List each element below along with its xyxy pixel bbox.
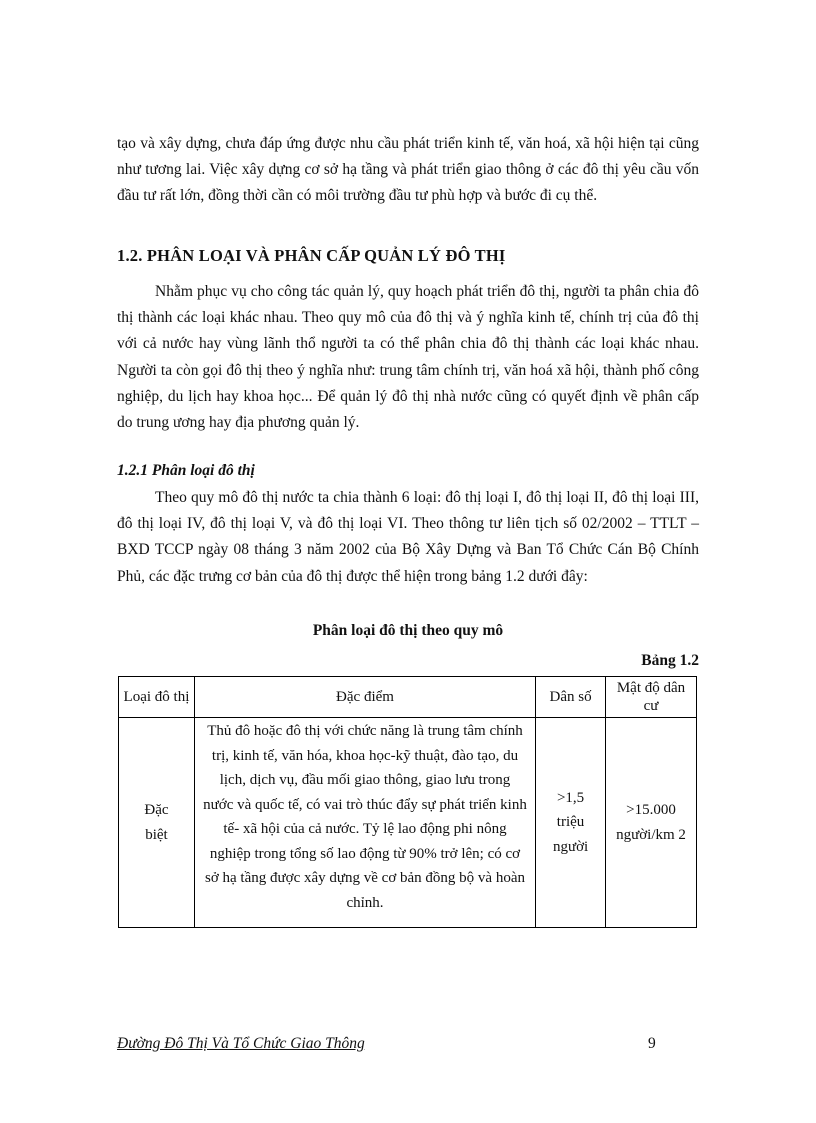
table-row	[119, 718, 697, 928]
cell-type: Đặc biệt	[119, 718, 195, 928]
cell-density: >15.000 người/km 2	[606, 718, 697, 928]
header-features: Đặc điểm	[194, 677, 535, 718]
page-number: 9	[648, 1035, 656, 1052]
table-number: Bảng 1.2	[641, 652, 699, 669]
section-heading: 1.2. PHÂN LOẠI VÀ PHÂN CẤP QUẢN LÝ ĐÔ THỊ	[117, 246, 506, 265]
paragraph-classification-detail: Theo quy mô đô thị nước ta chia thành 6 loại: đô thị loại I, đô thị loại II, đô thị loại III, đô thị loại IV, đô thị loại V, và đô thị loại VI. Theo thông tư liên tịch số 02/2002 – TTLT – BXD TCCP ngày 08 tháng 3 năm 2002 của Bộ Xây Dựng và Ban Tổ Chức Cán Bộ Chính Phủ, các đặc trưng cơ bản của đô thị được thể hiện trong bảng 1.2 dưới đây:	[117, 489, 699, 585]
table-header-row	[119, 677, 697, 718]
header-density: Mật độ dân cư	[606, 677, 697, 718]
table-caption: Phân loại đô thị theo quy mô	[312, 622, 504, 639]
cell-features: Thủ đô hoặc đô thị với chức năng là trung tâm chính trị, kinh tế, văn hóa, khoa học-kỹ thuật, đào tạo, du lịch, dịch vụ, đầu mối giao thông, giao lưu trong nước và quốc tế, có vai trò thúc đẩy sự phát triển kinh tế- xã hội của cả nước. Tỷ lệ lao động phi nông nghiệp trong tổng số lao động từ 90% trở lên; có cơ sở hạ tầng được xây dựng về cơ bản đồng bộ và hoàn chỉnh.	[194, 718, 535, 928]
footer-book-title: Đường Đô Thị Và Tổ Chức Giao Thông	[117, 1035, 365, 1052]
header-population: Dân số	[536, 677, 606, 718]
paragraph-intro-continued: tạo và xây dựng, chưa đáp ứng được nhu cầu phát triển kinh tế, văn hoá, xã hội hiện tại cũng như tương lai. Việc xây dựng cơ sở hạ tầng và phát triển giao thông ở các đô thị yêu cầu vốn đầu tư rất lớn, đồng thời cần có môi trường đầu tư phù hợp và bước đi cụ thể.	[117, 135, 699, 205]
paragraph-classification-overview: Nhằm phục vụ cho công tác quản lý, quy hoạch phát triển đô thị, người ta phân chia đô thị thành các loại khác nhau. Theo quy mô của đô thị và ý nghĩa kinh tế, chính trị của đô thị với cả nước hay vùng lãnh thổ người ta có thể phân chia đô thị thành các loại khác nhau. Người ta còn gọi đô thị theo ý nghĩa như: trung tâm chính trị, văn hoá xã hội, thành phố công nghiệp, du lịch hay khoa học... Để quản lý đô thị nhà nước cũng có quyết định về phân cấp do trung ương hay địa phương quản lý.	[117, 283, 699, 432]
subsection-heading: 1.2.1 Phân loại đô thị	[117, 462, 255, 479]
cell-population: >1,5 triệu người	[536, 718, 606, 928]
header-type: Loại đô thị	[119, 677, 195, 718]
urban-classification-table	[118, 676, 697, 928]
